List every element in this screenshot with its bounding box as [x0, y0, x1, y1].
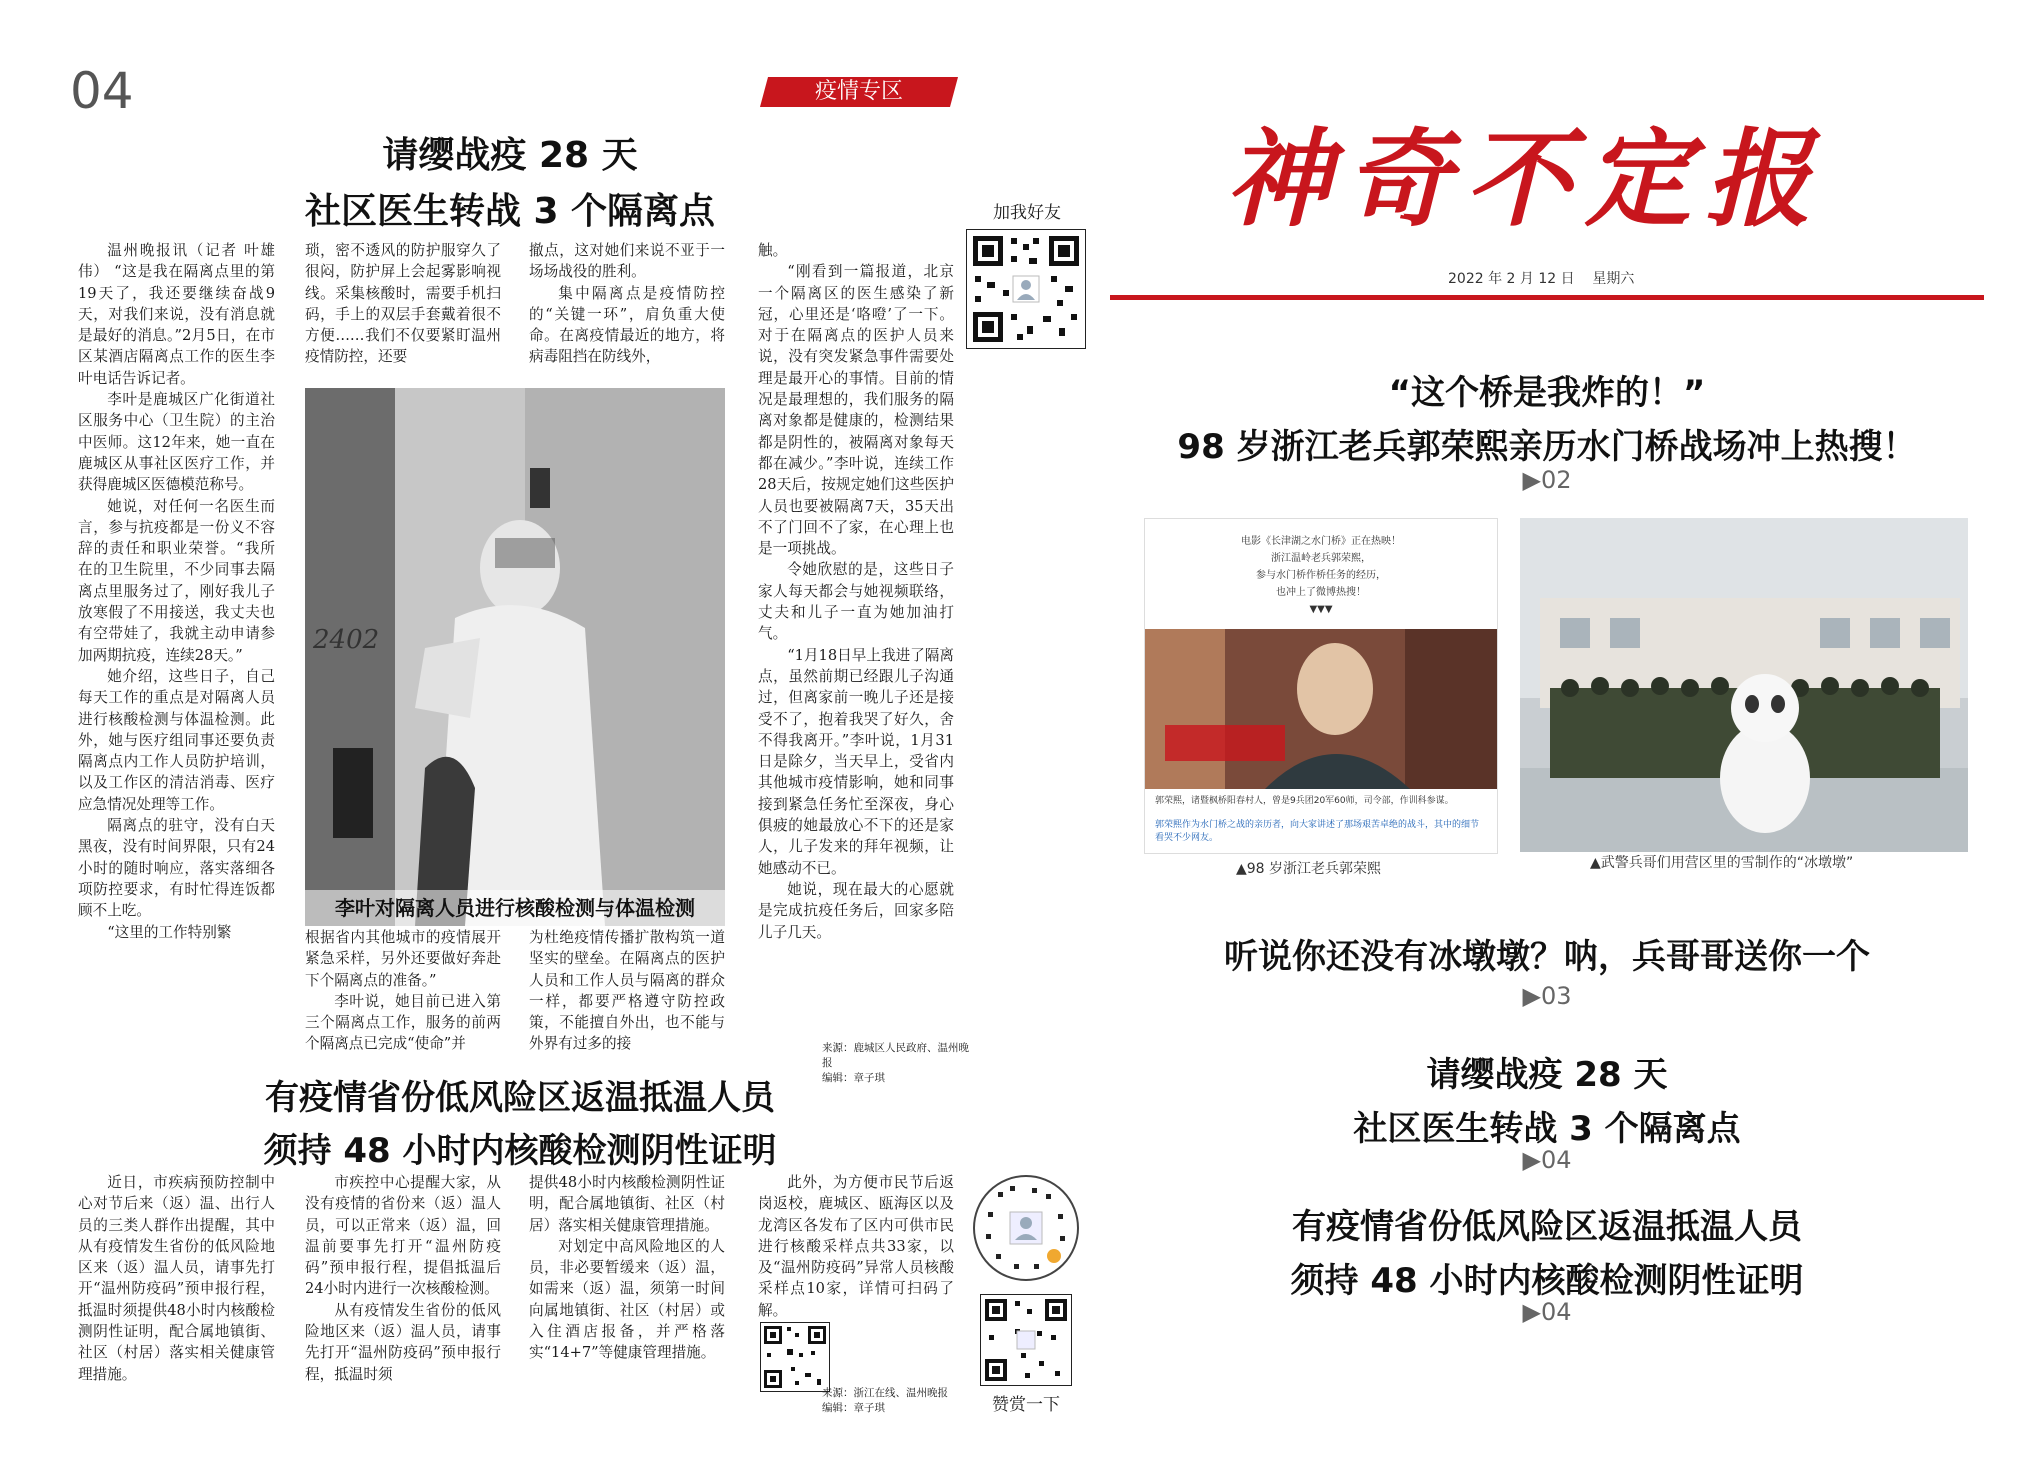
- qr-add-friend[interactable]: [966, 198, 1088, 349]
- editor-line: 编辑：章子琪: [822, 1402, 885, 1414]
- toc-story-1-page-ref[interactable]: ▶02: [1522, 466, 1572, 494]
- paragraph: 此外，为方便市民节后返岗返校，鹿城区、瓯海区以及龙湾区各发布了区内可供市民进行核酸采样点共33家，以及“温州防疫码”异常人员核酸采样点10家，详情可扫码了解。: [758, 1174, 954, 1319]
- toc-story-4-line1: 有疫情省份低风险区返温抵温人员: [1292, 1207, 1802, 1247]
- article1-col3-bottom: [529, 927, 725, 1055]
- editor-line: 编辑：章子琪: [822, 1072, 885, 1084]
- article1-headline[interactable]: [230, 128, 790, 240]
- image-note-line: 也冲上了微博热搜！: [1276, 587, 1366, 598]
- paragraph: 李叶是鹿城区广化街道社区服务中心（卫生院）的主治中医师。这12年来，她一直在鹿城区从事社区医疗工作，并获得鹿城区医德模范称号。: [78, 391, 275, 494]
- paragraph: “1月18日早上我进了隔离点，虽然前期已经跟儿子沟通过，但离家前一晚儿子还是接受不了，抱着我哭了好久，舍不得我离开。”李叶说，1月31日是除夕，当天早上，受省内其他城市疫情影响，她和同事接到紧急任务忙至深夜，身心俱疲的她最放心不下的还是家人，儿子发来的拜年视频，让她感动不已。: [758, 646, 954, 877]
- article2-col4: [758, 1172, 954, 1321]
- paragraph: “这里的工作特别繁: [107, 923, 232, 941]
- page-number: 04: [70, 62, 134, 120]
- veteran-image: [1144, 518, 1498, 854]
- image-note-line: 浙江温岭老兵郭荣熙，: [1271, 553, 1371, 564]
- qr-code-icon[interactable]: [760, 1322, 830, 1392]
- paragraph: 近日，市疾病预防控制中心对节后来（返）温、出行人员的三类人群作出提醒，其中从有疫情发生省份的低风险地区来（返）温人员，请事先打开“温州防疫码”预申报行程，抵温时须提供48小时内核酸检测阴性证明，配合属地镇街、社区（村居）落实相关健康管理措施。: [78, 1174, 275, 1383]
- article1-photo: [305, 388, 725, 926]
- article1-col2-bottom: [305, 927, 501, 1055]
- paragraph: “刚看到一篇报道，北京一个隔离区的医生感染了新冠，心里还是‘咯噔’了一下。对于在隔离点的医护人员来说，没有突发紧急事件需要处理是最开心的事情。目前的情况是最理想的，我们服务的隔离对象都是健康的，检测结果都是阴性的，被隔离对象每天都在减少。”李叶说，连续工作28天后，按规定她们这些医护人员也要被隔离7天，35天出不了门回不了家，在心理上也是一项挑战。: [758, 263, 954, 558]
- article1-col3-top: [529, 240, 725, 368]
- article2-col2: [305, 1172, 501, 1385]
- toc-story-2-page-ref[interactable]: ▶03: [1522, 982, 1572, 1010]
- reward-circle-icon: [970, 1172, 1082, 1284]
- door-number: 2402: [313, 625, 380, 655]
- paragraph: 隔离点的驻守，没有白天黑夜，没有时间界限，只有24小时的随时响应，落实落细各项防控要求，有时忙得连饭都顾不上吃。: [78, 817, 275, 920]
- veteran-image-caption: ▲98 岁浙江老兵郭荣熙: [1236, 861, 1382, 877]
- paragraph: 她说，对任何一名医生而言，参与抗疫都是一份义不容辞的责任和职业荣誉。“我所在的卫生院里，不少同事去隔离点里服务过了，刚好我儿子放寒假了不用接送，我丈夫也有空带娃了，我就主动申请参加两期抗疫，连续28天。”: [78, 497, 275, 664]
- toc-story-4-page-ref[interactable]: ▶04: [1522, 1298, 1572, 1326]
- section-banner: 疫情专区: [760, 77, 958, 107]
- masthead-divider: [1110, 295, 1984, 300]
- toc-story-2[interactable]: 听说你还没有冰墩墩？呐，兵哥哥送你一个: [1224, 937, 1870, 977]
- paragraph: 撤点，这对她们来说不亚于一场场战役的胜利。: [529, 242, 725, 281]
- toc-story-3-page-ref[interactable]: ▶04: [1522, 1146, 1572, 1174]
- photo-caption: 李叶对隔离人员进行核酸检测与体温检测: [305, 890, 725, 926]
- qr-label: 加我好友: [993, 203, 1061, 223]
- toc-story-1-line2: 98 岁浙江老兵郭荣熙亲历水门桥战场冲上热搜！: [1177, 427, 1917, 468]
- image-subtitle: 郭荣熙，诸暨枫桥阳春村人，曾是9兵团20军60师，司令部，作训科参谋。: [1155, 796, 1454, 806]
- snow-mascot-image: [1520, 518, 1968, 852]
- paragraph: 她说，现在最大的心愿就是完成抗疫任务后，回家多陪儿子几天。: [758, 880, 954, 941]
- paragraph: 根据省内其他城市的疫情展开紧急采样，另外还要做好奔赴下个隔离点的准备。”: [305, 929, 501, 989]
- issue-date: [1448, 268, 1634, 288]
- photo-illustration: [305, 388, 725, 926]
- date-text: 2022 年 2 月 12 日: [1448, 271, 1575, 287]
- source-line: 来源：鹿城区人民政府、温州晚报: [822, 1042, 969, 1069]
- qr-reward[interactable]: [970, 1172, 1082, 1415]
- toc-story-4[interactable]: [1110, 1200, 1984, 1309]
- paragraph: 市疾控中心提醒大家，从没有疫情的省份来（返）温人员，可以正常来（返）温，回温前要事先打开“温州防疫码”预申报行程，提倡抵温后24小时内进行一次核酸检测。: [305, 1174, 501, 1298]
- paragraph: 令她欣慰的是，这些日子家人每天都会与她视频联络，丈夫和儿子一直为她加油打气。: [758, 561, 954, 643]
- image-note-arrows: ▼▼▼: [1309, 604, 1333, 615]
- image-note-line: 参与水门桥作桥任务的经历，: [1256, 570, 1386, 581]
- weekday-text: 星期六: [1592, 271, 1635, 287]
- article2-col1: [78, 1172, 275, 1385]
- toc-story-4-line2: 须持 48 小时内核酸检测阴性证明: [1290, 1261, 1804, 1302]
- image-blue-note: 郭荣熙作为水门桥之战的亲历者，向大家讲述了那场艰苦卓绝的战斗，其中的细节看哭不少网友。: [1155, 820, 1480, 843]
- image-note-line: 电影《长津湖之水门桥》正在热映！: [1241, 536, 1401, 547]
- article1-col1: [78, 240, 275, 943]
- veteran-photo: [1145, 629, 1497, 789]
- toc-story-1[interactable]: [1110, 366, 1984, 475]
- qr-code-icon: [966, 229, 1086, 349]
- source-line: 来源：浙江在线、温州晚报: [822, 1387, 948, 1399]
- article2-source: [822, 1386, 972, 1416]
- paragraph: 李叶说，她目前已进入第三个隔离点工作，服务的前两个隔离点已完成“使命”并: [305, 992, 501, 1053]
- article1-title-line1: 请缨战疫 28 天: [382, 135, 638, 176]
- toc-story-3-line1: 请缨战疫 28 天: [1426, 1055, 1668, 1095]
- article1-col4: [758, 240, 954, 943]
- snow-mascot-caption: ▲武警兵哥们用营区里的雪制作的“冰墩墩”: [1590, 855, 1854, 871]
- article2-title-line1: 有疫情省份低风险区返温抵温人员: [265, 1078, 775, 1118]
- article2-title-line2: 须持 48 小时内核酸检测阴性证明: [263, 1130, 777, 1171]
- paragraph: 触。: [758, 242, 788, 259]
- soldiers-photo: [1520, 518, 1968, 852]
- paragraph: 温州晚报讯（记者 叶雄伟） “这是我在隔离点里的第19天了，我还要继续奋战9天，对我们来说，没有消息就是最好的消息。”2月5日，在市区某酒店隔离点工作的医生李叶电话告诉记者。: [78, 242, 275, 387]
- article2-col3: [529, 1172, 725, 1364]
- paragraph: 为杜绝疫情传播扩散构筑一道坚实的壁垒。在隔离点的医护人员和工作人员与隔离的群众一样，都要严格遵守防控政策，不能擅自外出，也不能与外界有过多的接: [529, 929, 725, 1053]
- qr-code-icon: [980, 1294, 1072, 1386]
- article1-title-line2: 社区医生转战 3 个隔离点: [304, 190, 716, 232]
- masthead: 神奇不定报: [1225, 116, 1825, 241]
- paragraph: 她介绍，这些日子，自己每天工作的重点是对隔离人员进行核酸检测与体温检测。此外，她与医疗组同事还要负责隔离点内工作人员防护培训，以及工作区的清洁消毒、医疗应急情况处理等工作。: [78, 667, 275, 813]
- paragraph: 对划定中高风险地区的人员，非必要暂缓来（返）温，如需来（返）温，须第一时间向属地镇街、社区（村居）或入住酒店报备，并严格落实“14+7”等健康管理措施。: [529, 1237, 725, 1362]
- paragraph: 琐，密不透风的防护服穿久了很闷，防护屏上会起雾影响视线。采集核酸时，需要手机扫码，手上的双层手套戴着很不方便……我们不仅要紧盯温州疫情防控，还要: [305, 242, 501, 366]
- paragraph: 从有疫情发生省份的低风险地区来（返）温人员，请事先打开“温州防疫码”预申报行程，抵温时须: [305, 1301, 501, 1383]
- qr-label: 赞赏一下: [992, 1395, 1060, 1415]
- paragraph: 集中隔离点是疫情防控的“关键一环”，肩负重大使命。在离疫情最近的地方，将病毒阻挡在防线外，: [529, 284, 725, 366]
- article1-source: [822, 1041, 972, 1086]
- article1-col2-top: [305, 240, 501, 368]
- toc-story-3-line2: 社区医生转战 3 个隔离点: [1353, 1109, 1741, 1150]
- paragraph: 提供48小时内核酸检测阴性证明，配合属地镇街、社区（村居）落实相关健康管理措施。: [529, 1174, 725, 1234]
- toc-story-3[interactable]: [1110, 1048, 1984, 1157]
- toc-story-1-line1: “这个桥是我炸的！”: [1388, 373, 1706, 413]
- article2-headline[interactable]: [200, 1072, 840, 1177]
